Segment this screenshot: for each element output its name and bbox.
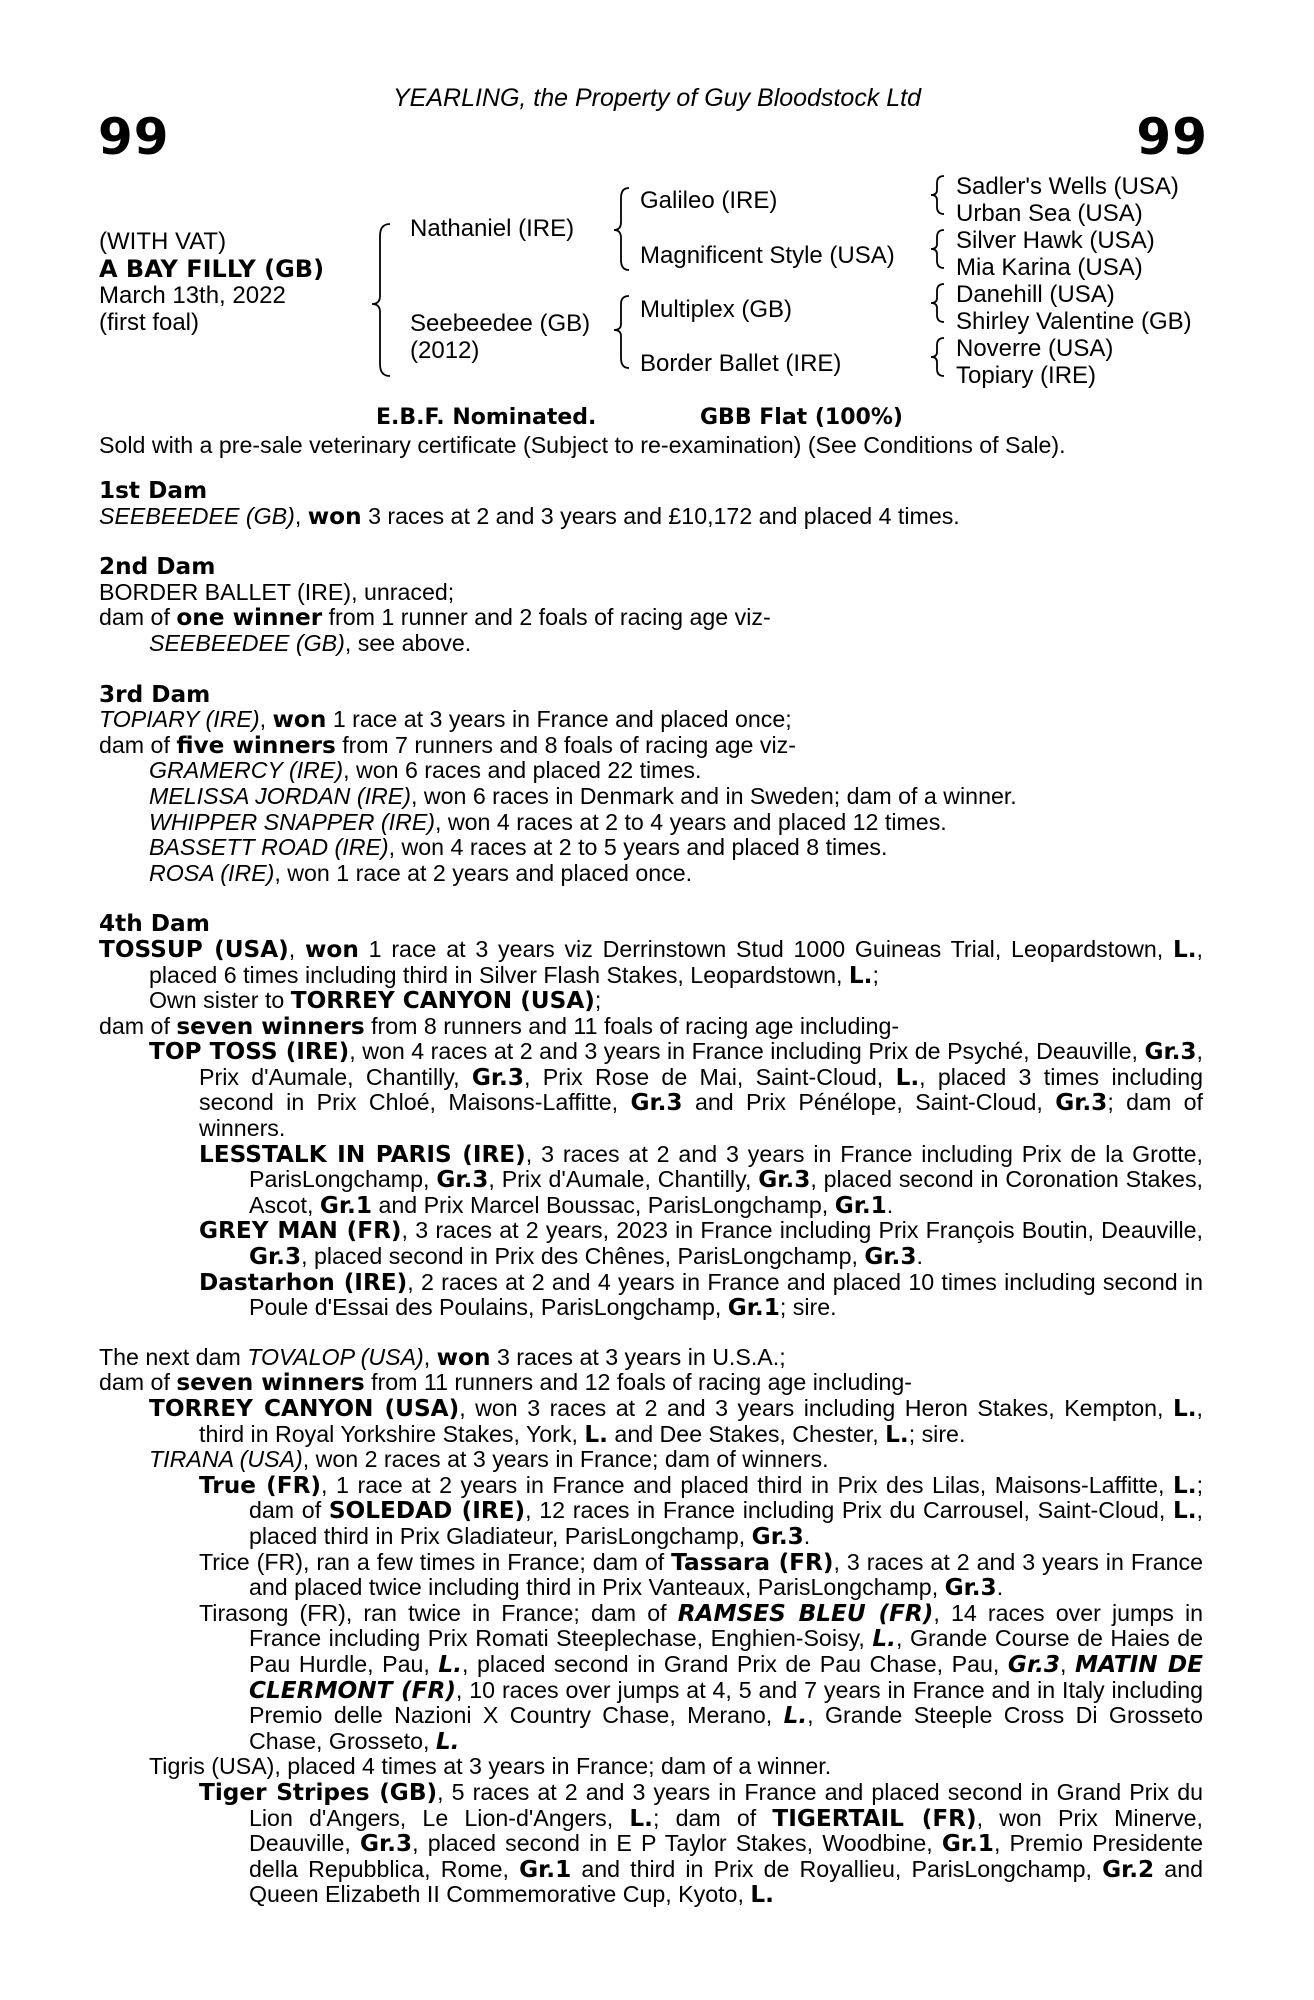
lot-number-right: 99 <box>1136 108 1208 166</box>
dam3-line1: TOPIARY (IRE), won 1 race at 3 years in France and placed once; <box>99 706 792 734</box>
dam: Seebeedee (GB) <box>410 310 591 337</box>
nextdam-tigris: Tigris (USA), placed 4 times at 3 years in France; dam of a winner. <box>149 1753 832 1780</box>
nextdam-trice: Trice (FR), ran a few times in France; dam of Tassara (FR), 3 races at 2 and 3 years in France and placed twice including third in Prix Vanteaux, ParisLongchamp, Gr.3. <box>199 1548 1203 1602</box>
catalogue-body <box>99 478 1203 1908</box>
dam4-toptoss: TOP TOSS (IRE), won 4 races at 2 and 3 years in France including Prix de Psyché, Deauville, Gr.3, Prix d'Aumale, Chantilly, Gr.3, Prix Rose de Mai, Saint-Cloud, L., placed 3 times including second in Prix Chloé, Maisons-Laffitte, Gr.3 and Prix Pénélope, Saint-Cloud, Gr.3; dam of winners. <box>149 1038 1203 1142</box>
dam-sire: Multiplex (GB) <box>640 296 793 323</box>
dam4-heading: 4th Dam <box>99 910 210 938</box>
nextdam-line1: The next dam TOVALOP (USA), won 3 races at 3 years in U.S.A.; <box>99 1343 786 1371</box>
ancestor-sdd: Mia Karina (USA) <box>956 254 1143 281</box>
ancestor-dsd: Shirley Valentine (GB) <box>956 308 1192 335</box>
nextdam-line2: dam of seven winners from 11 runners and 12 foals of racing age including- <box>99 1369 913 1397</box>
horse-dob: March 13th, 2022 <box>99 282 286 309</box>
dam3-line2: dam of five winners from 7 runners and 8 foals of racing age viz- <box>99 731 796 759</box>
dam4-damof: dam of seven winners from 8 runners and 11 foals of racing age including- <box>99 1012 900 1040</box>
dam1-heading: 1st Dam <box>99 477 208 504</box>
nextdam-tirasong: Tirasong (FR), ran twice in France; dam of RAMSES BLEU (FR), 14 races over jumps in France including Prix Romati Steeplechase, Enghien-Soisy, L., Grande Course de Haies de Pau Hurdle, Pau, L., placed second in Grand Prix de Pau Chase, Pau, Gr.3, MATIN DE CLERMONT (FR), 10 races over jumps at 4, 5 and 7 years in France and in Italy including Premio delle Nazioni X Country Chase, Merano, L., Grande Steeple Cross Di Grosseto Chase, Grosseto, L. <box>199 1599 1204 1755</box>
ebf-nomination: E.B.F. Nominated. <box>376 405 597 430</box>
ancestor-dds: Noverre (USA) <box>956 335 1114 362</box>
dam2-line2: dam of one winner from 1 runner and 2 foals of racing age viz- <box>99 604 771 632</box>
dam4-record: TOSSUP (USA), won 1 race at 3 years viz Derrinstown Stud 1000 Guineas Trial, Leopardstown, L., placed 6 times including third in Silver Flash Stakes, Leopardstown, L.; <box>99 935 1203 989</box>
vet-certificate-note: Sold with a pre-sale veterinary certificate (Subject to re-examination) (See Conditions of Sale). <box>99 432 1066 458</box>
vat-label: (WITH VAT) <box>99 228 227 255</box>
dam2-foal: SEEBEEDEE (GB), see above. <box>149 629 472 656</box>
dam2-heading: 2nd Dam <box>99 553 216 581</box>
dam4-sister: Own sister to TORREY CANYON (USA); <box>149 987 602 1015</box>
horse-name: A BAY FILLY (GB) <box>99 255 325 283</box>
dam-year: (2012) <box>410 337 480 364</box>
ancestor-ddd: Topiary (IRE) <box>956 362 1097 389</box>
ancestor-ssd: Urban Sea (USA) <box>956 200 1143 227</box>
dam4-lesstalk: LESSTALK IN PARIS (IRE), 3 races at 2 and 3 years in France including Prix de la Grotte, ParisLongchamp, Gr.3, Prix d'Aumale, Chantilly, Gr.3, placed second in Coronation Stakes, Ascot, Gr.1 and Prix Marcel Boussac, ParisLongchamp, Gr.1. <box>199 1140 1203 1219</box>
dam4-dastarhon: Dastarhon (IRE), 2 races at 2 and 4 years in France and placed 10 times including second in Poule d'Essai des Poulains, ParisLongchamp, Gr.1; sire. <box>199 1268 1203 1322</box>
nextdam-true: True (FR), 1 race at 2 years in France and placed third in Prix des Lilas, Maisons-Laffitte, L.; dam of SOLEDAD (IRE), 12 races in France including Prix du Carrousel, Saint-Cloud, L., placed third in Prix Gladiateur, ParisLongchamp, Gr.3. <box>199 1471 1204 1550</box>
dam3-foal: WHIPPER SNAPPER (IRE), won 4 races at 2 to 4 years and placed 12 times. <box>149 808 947 835</box>
gbb-flat: GBB Flat (100%) <box>700 405 903 430</box>
dam4-greyman: GREY MAN (FR), 3 races at 2 years, 2023 in France including Prix François Boutin, Deauville, Gr.3, placed second in Prix des Chênes, ParisLongchamp, Gr.3. <box>199 1217 1204 1271</box>
sire: Nathaniel (IRE) <box>410 215 575 242</box>
dam-dam: Border Ballet (IRE) <box>640 350 842 377</box>
dam3-foal: BASSETT ROAD (IRE), won 4 races at 2 to 5 years and placed 8 times. <box>149 834 888 861</box>
ancestor-sds: Silver Hawk (USA) <box>956 227 1155 254</box>
dam3-foal: MELISSA JORDAN (IRE), won 6 races in Denmark and in Sweden; dam of a winner. <box>149 782 1017 809</box>
dam3-heading: 3rd Dam <box>99 680 211 708</box>
sale-header: YEARLING, the Property of Guy Bloodstock Ltd <box>392 84 922 112</box>
dam3-foal: GRAMERCY (IRE), won 6 races and placed 22 times. <box>149 757 702 784</box>
lot-number-left: 99 <box>98 108 170 166</box>
ancestor-dss: Danehill (USA) <box>956 281 1115 308</box>
nextdam-torrey: TORREY CANYON (USA), won 3 races at 2 and 3 years including Heron Stakes, Kempton, L., third in Royal Yorkshire Stakes, York, L. and Dee Stakes, Chester, L.; sire. <box>149 1395 1203 1448</box>
nextdam-tirana: TIRANA (USA), won 2 races at 3 years in France; dam of winners. <box>149 1446 829 1473</box>
dam2-line1: BORDER BALLET (IRE), unraced; <box>99 578 455 605</box>
horse-foal-note: (first foal) <box>99 309 200 336</box>
dam1-line: SEEBEEDEE (GB), won 3 races at 2 and 3 years and £10,172 and placed 4 times. <box>99 502 960 530</box>
dam3-foal: ROSA (IRE), won 1 race at 2 years and placed once. <box>149 859 693 886</box>
nextdam-tiger: Tiger Stripes (GB), 5 races at 2 and 3 years in France and placed second in Grand Prix du Lion d'Angers, Le Lion-d'Angers, L.; dam of TIGERTAIL (FR), won Prix Minerve, Deauville, Gr.3, placed second in E P Taylor Stakes, Woodbine, Gr.1, Premio Presidente della Repubblica, Rome, Gr.1 and third in Prix de Royallieu, ParisLongchamp, Gr.2 and Queen Elizabeth II Commemorative Cup, Kyoto, L. <box>199 1778 1203 1909</box>
sire-sire: Galileo (IRE) <box>640 187 778 214</box>
ancestor-sss: Sadler's Wells (USA) <box>956 173 1179 200</box>
sire-dam: Magnificent Style (USA) <box>640 242 895 269</box>
